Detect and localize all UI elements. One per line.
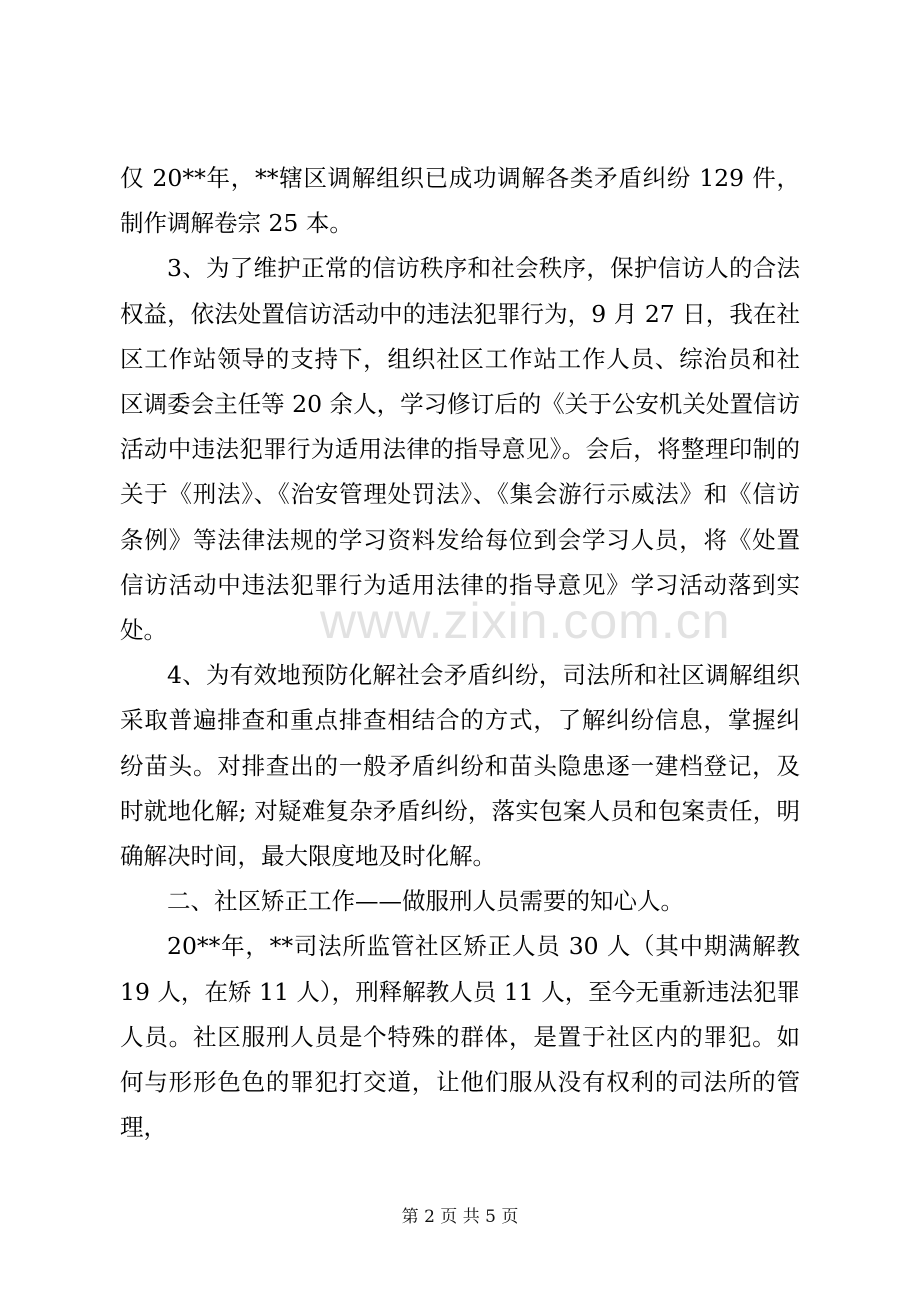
section-heading-community-correction: 二、社区矫正工作——做服刑人员需要的知心人。 xyxy=(167,887,684,916)
page-number-footer: 第 2 页 共 5 页 xyxy=(401,1207,519,1227)
watermark: www.zixin.com.cn xyxy=(320,593,731,649)
paragraph-item-4: 4、为有效地预防化解社会矛盾纠纷，司法所和社区调解组织采取普遍排查和重点排查相结合的方式，了解纠纷信息，掌握纠纷苗头。对排查出的一般矛盾纠纷和苗头隐患逐一建档登记，及时就地化解; 对疑难复杂矛盾纠纷，落实包案人员和包案责任，明确解决时间，最大限度地及时化解。 xyxy=(120,661,800,871)
document-body xyxy=(120,156,800,1150)
paragraph-community-correction: 20**年，**司法所监管社区矫正人员 30 人（其中期满解教 19 人，在矫 11 人），刑释解教人员 11 人，至今无重新违法犯罪人员。社区服刑人员是个特殊的群体，是置于社区内的罪犯。如何与形形色色的罪犯打交道，让他们服从没有权利的司法所的管理， xyxy=(120,932,800,1142)
paragraph-continuation: 仅 20**年，**辖区调解组织已成功调解各类矛盾纠纷 129 件，制作调解卷宗 25 本。 xyxy=(120,164,800,238)
paragraph-item-3: 3、为了维护正常的信访秩序和社会秩序，保护信访人的合法权益，依法处置信访活动中的违法犯罪行为，9 月 27 日，我在社区工作站领导的支持下，组织社区工作站工作人员、综治员和社区调委会主任等 20 余人，学习修订后的《关于公安机关处置信访活动中违法犯罪行为适用法律的指导意见》。会后，将整理印制的关于《刑法》、《治安管理处罚法》、《集会游行示威法》和《信访条例》等法律法规的学习资料发给每位到会学习人员，将《处置信访活动中违法犯罪行为适用法律的指导意见》学习活动落到实处。 xyxy=(120,254,800,645)
